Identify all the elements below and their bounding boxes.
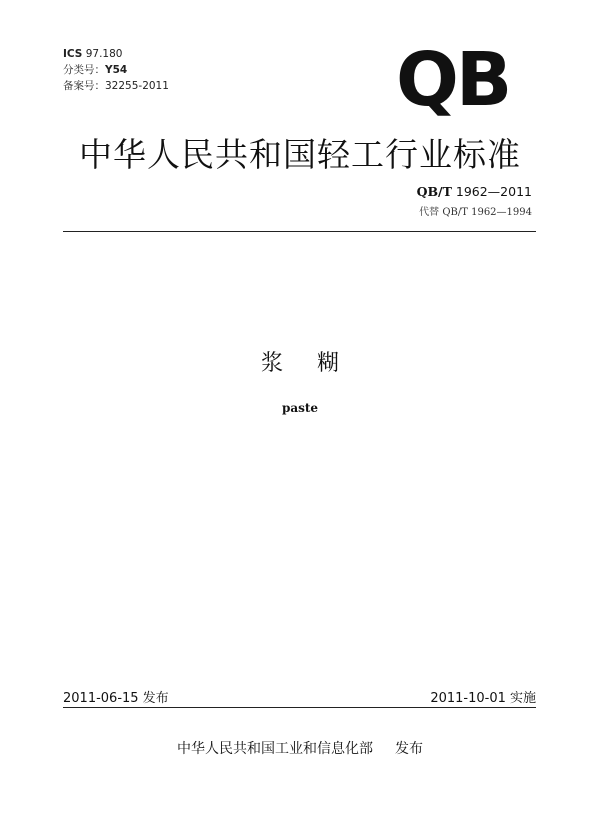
ics-label: ICS: [63, 48, 83, 60]
record-label: 备案号：: [63, 80, 105, 92]
classification-value: Y54: [105, 64, 128, 76]
classification-code: [63, 62, 127, 78]
classification-label: 分类号：: [63, 64, 105, 76]
replaces-standard: 代替 QB/T 1962—1994: [419, 207, 532, 218]
record-value: 32255-2011: [105, 80, 169, 92]
qb-logo: QB: [396, 37, 510, 123]
product-name-en: paste: [281, 401, 319, 415]
record-number: [63, 78, 169, 94]
implement-date: 2011-10-01 实施: [430, 691, 536, 706]
product-name-zh: 浆糊: [260, 351, 373, 376]
publisher-name: 中华人民共和国工业和信息化部: [177, 741, 373, 757]
top-divider: [63, 231, 536, 232]
bottom-divider: [63, 707, 536, 708]
issue-date: 2011-06-15 发布: [63, 691, 169, 706]
publisher-line: [0, 738, 600, 758]
ics-value: 97.180: [85, 48, 123, 60]
publisher-action: 发布: [395, 741, 423, 757]
standard-prefix: QB/T: [416, 184, 452, 199]
standard-title: 中华人民共和国轻工行业标准: [79, 135, 521, 174]
standard-number: [417, 184, 532, 199]
ics-code: [63, 46, 122, 62]
standard-code: 1962—2011: [455, 184, 532, 199]
